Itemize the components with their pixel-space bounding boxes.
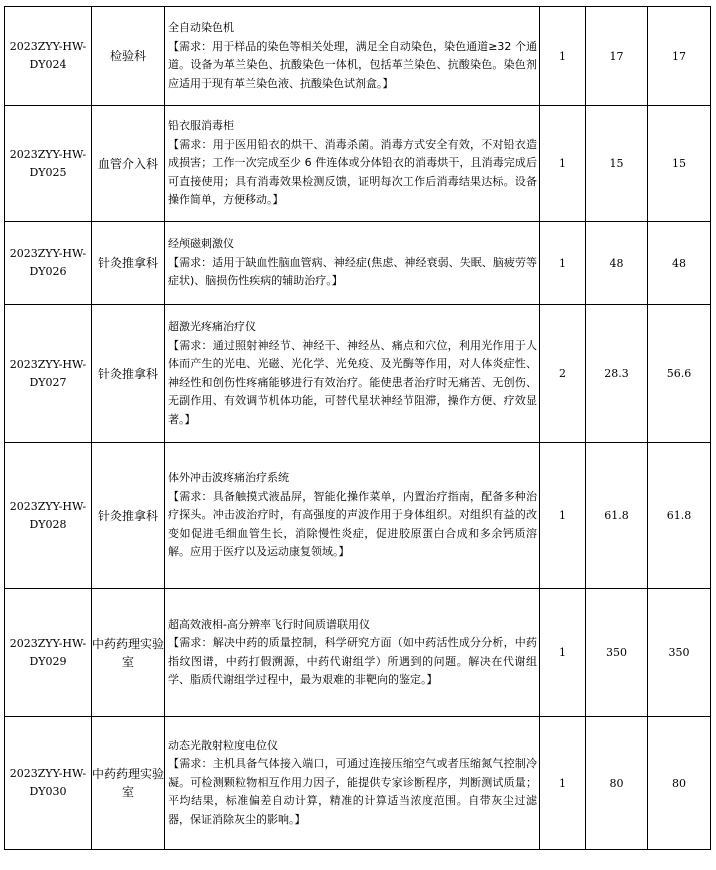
table-row — [5, 443, 711, 589]
item-description — [165, 443, 540, 589]
table-row — [5, 589, 711, 717]
item-name: 铅衣服消毒柜 — [168, 119, 234, 133]
department: 中药药理实验室 — [92, 589, 165, 717]
unit-price: 17 — [586, 7, 648, 106]
item-id: 2023ZYY-HW- DY029 — [5, 589, 92, 717]
item-name: 动态光散射粒度电位仪 — [168, 738, 278, 752]
table-row — [5, 222, 711, 305]
quantity: 1 — [540, 589, 586, 717]
table-row — [5, 717, 711, 850]
procurement-table — [4, 6, 711, 850]
item-description — [165, 222, 540, 305]
table-row — [5, 7, 711, 106]
total-price: 80 — [648, 717, 711, 850]
department: 中药药理实验室 — [92, 717, 165, 850]
item-requirement: 【需求：主机具备气体接入端口，可通过连接压缩空气或者压缩氮气控制冷凝。可检测颗粒物相互作用力因子，能提供专家诊断程序，判断测试质量；平均结果，标准偏差自动计算，精准的计算适当浓度范围。自带灰尘过滤器，保证消除灰尘的影响。】 — [168, 757, 537, 826]
item-requirement: 【需求：通过照射神经节、神经干、神经丛、痛点和穴位，利用光作用于人体而产生的光电、光磁、光化学、光免疫、及光酶等作用，对人体炎症性、神经性和创伤性疼痛能够进行有效治疗。能使患者治疗时无痛苦、无创伤、无副作用、有效调节机体功能，可替代星状神经节阻滞，操作方便、疗效显著。】 — [168, 338, 537, 426]
table-row — [5, 305, 711, 443]
unit-price: 350 — [586, 589, 648, 717]
table-row — [5, 106, 711, 222]
quantity: 2 — [540, 305, 586, 443]
item-description — [165, 106, 540, 222]
unit-price: 48 — [586, 222, 648, 305]
unit-price: 15 — [586, 106, 648, 222]
item-id: 2023ZYY-HW- DY026 — [5, 222, 92, 305]
quantity: 1 — [540, 7, 586, 106]
total-price: 56.6 — [648, 305, 711, 443]
quantity: 1 — [540, 106, 586, 222]
total-price: 350 — [648, 589, 711, 717]
quantity: 1 — [540, 443, 586, 589]
department: 检验科 — [92, 7, 165, 106]
item-id: 2023ZYY-HW- DY024 — [5, 7, 92, 106]
item-name: 体外冲击波疼痛治疗系统 — [168, 471, 289, 485]
total-price: 48 — [648, 222, 711, 305]
item-name: 超高效液相-高分辨率飞行时间质谱联用仪 — [168, 617, 370, 631]
department: 血管介入科 — [92, 106, 165, 222]
department: 针灸推拿科 — [92, 222, 165, 305]
unit-price: 28.3 — [586, 305, 648, 443]
item-requirement: 【需求：具备触摸式液晶屏，智能化操作菜单，内置治疗指南，配备多种治疗探头。冲击波治疗时，有高强度的声波作用于身体组织。对组织有益的改变如促进毛细血管生长，消除慢性炎症，促进胶原蛋白合成和多余钙质溶解。应用于医疗以及运动康复领域。】 — [168, 489, 537, 559]
unit-price: 80 — [586, 717, 648, 850]
item-name: 超激光疼痛治疗仪 — [168, 320, 256, 333]
item-description — [165, 589, 540, 717]
unit-price: 61.8 — [586, 443, 648, 589]
department: 针灸推拿科 — [92, 305, 165, 443]
item-description — [165, 717, 540, 850]
quantity: 1 — [540, 717, 586, 850]
item-id: 2023ZYY-HW- DY027 — [5, 305, 92, 443]
total-price: 61.8 — [648, 443, 711, 589]
item-requirement: 【需求：适用于缺血性脑血管病、神经症(焦虑、神经衰弱、失眠、脑疲劳等症状)、脑损伤性疾病的辅助治疗。】 — [168, 255, 538, 288]
department: 针灸推拿科 — [92, 443, 165, 589]
total-price: 17 — [648, 7, 711, 106]
item-requirement: 【需求：用于样品的染色等相关处理，满足全自动染色，染色通道≥32 个通道。设备为革兰染色、抗酸染色一体机，包括革兰染色、抗酸染色。染色剂应适用于现有革兰染色液、抗酸染色试剂盒。】 — [168, 39, 537, 90]
quantity: 1 — [540, 222, 586, 305]
item-requirement: 【需求：解决中药的质量控制，科学研究方面（如中药活性成分分析，中药指纹图谱，中药打假溯源，中药代谢组学）所遇到的问题。解决在代谢组学、脂质代谢组学过程中，最为艰难的非靶向的鉴定。】 — [168, 636, 537, 686]
item-name: 全自动染色机 — [168, 21, 234, 34]
item-description — [165, 305, 540, 443]
item-id: 2023ZYY-HW- DY025 — [5, 106, 92, 222]
item-name: 经颅磁刺激仪 — [168, 237, 234, 251]
item-id: 2023ZYY-HW- DY030 — [5, 717, 92, 850]
item-id: 2023ZYY-HW- DY028 — [5, 443, 92, 589]
item-requirement: 【需求：用于医用铅衣的烘干、消毒杀菌。消毒方式安全有效，不对铅衣造成损害；工作一次完成至少 6 件连体或分体铅衣的消毒烘干，且消毒完成后可直接使用；具有消毒效果检测反馈，证明每次工作后消毒结果达标。设备操作简单，方便移动。】 — [168, 137, 537, 207]
item-description — [165, 7, 540, 106]
total-price: 15 — [648, 106, 711, 222]
